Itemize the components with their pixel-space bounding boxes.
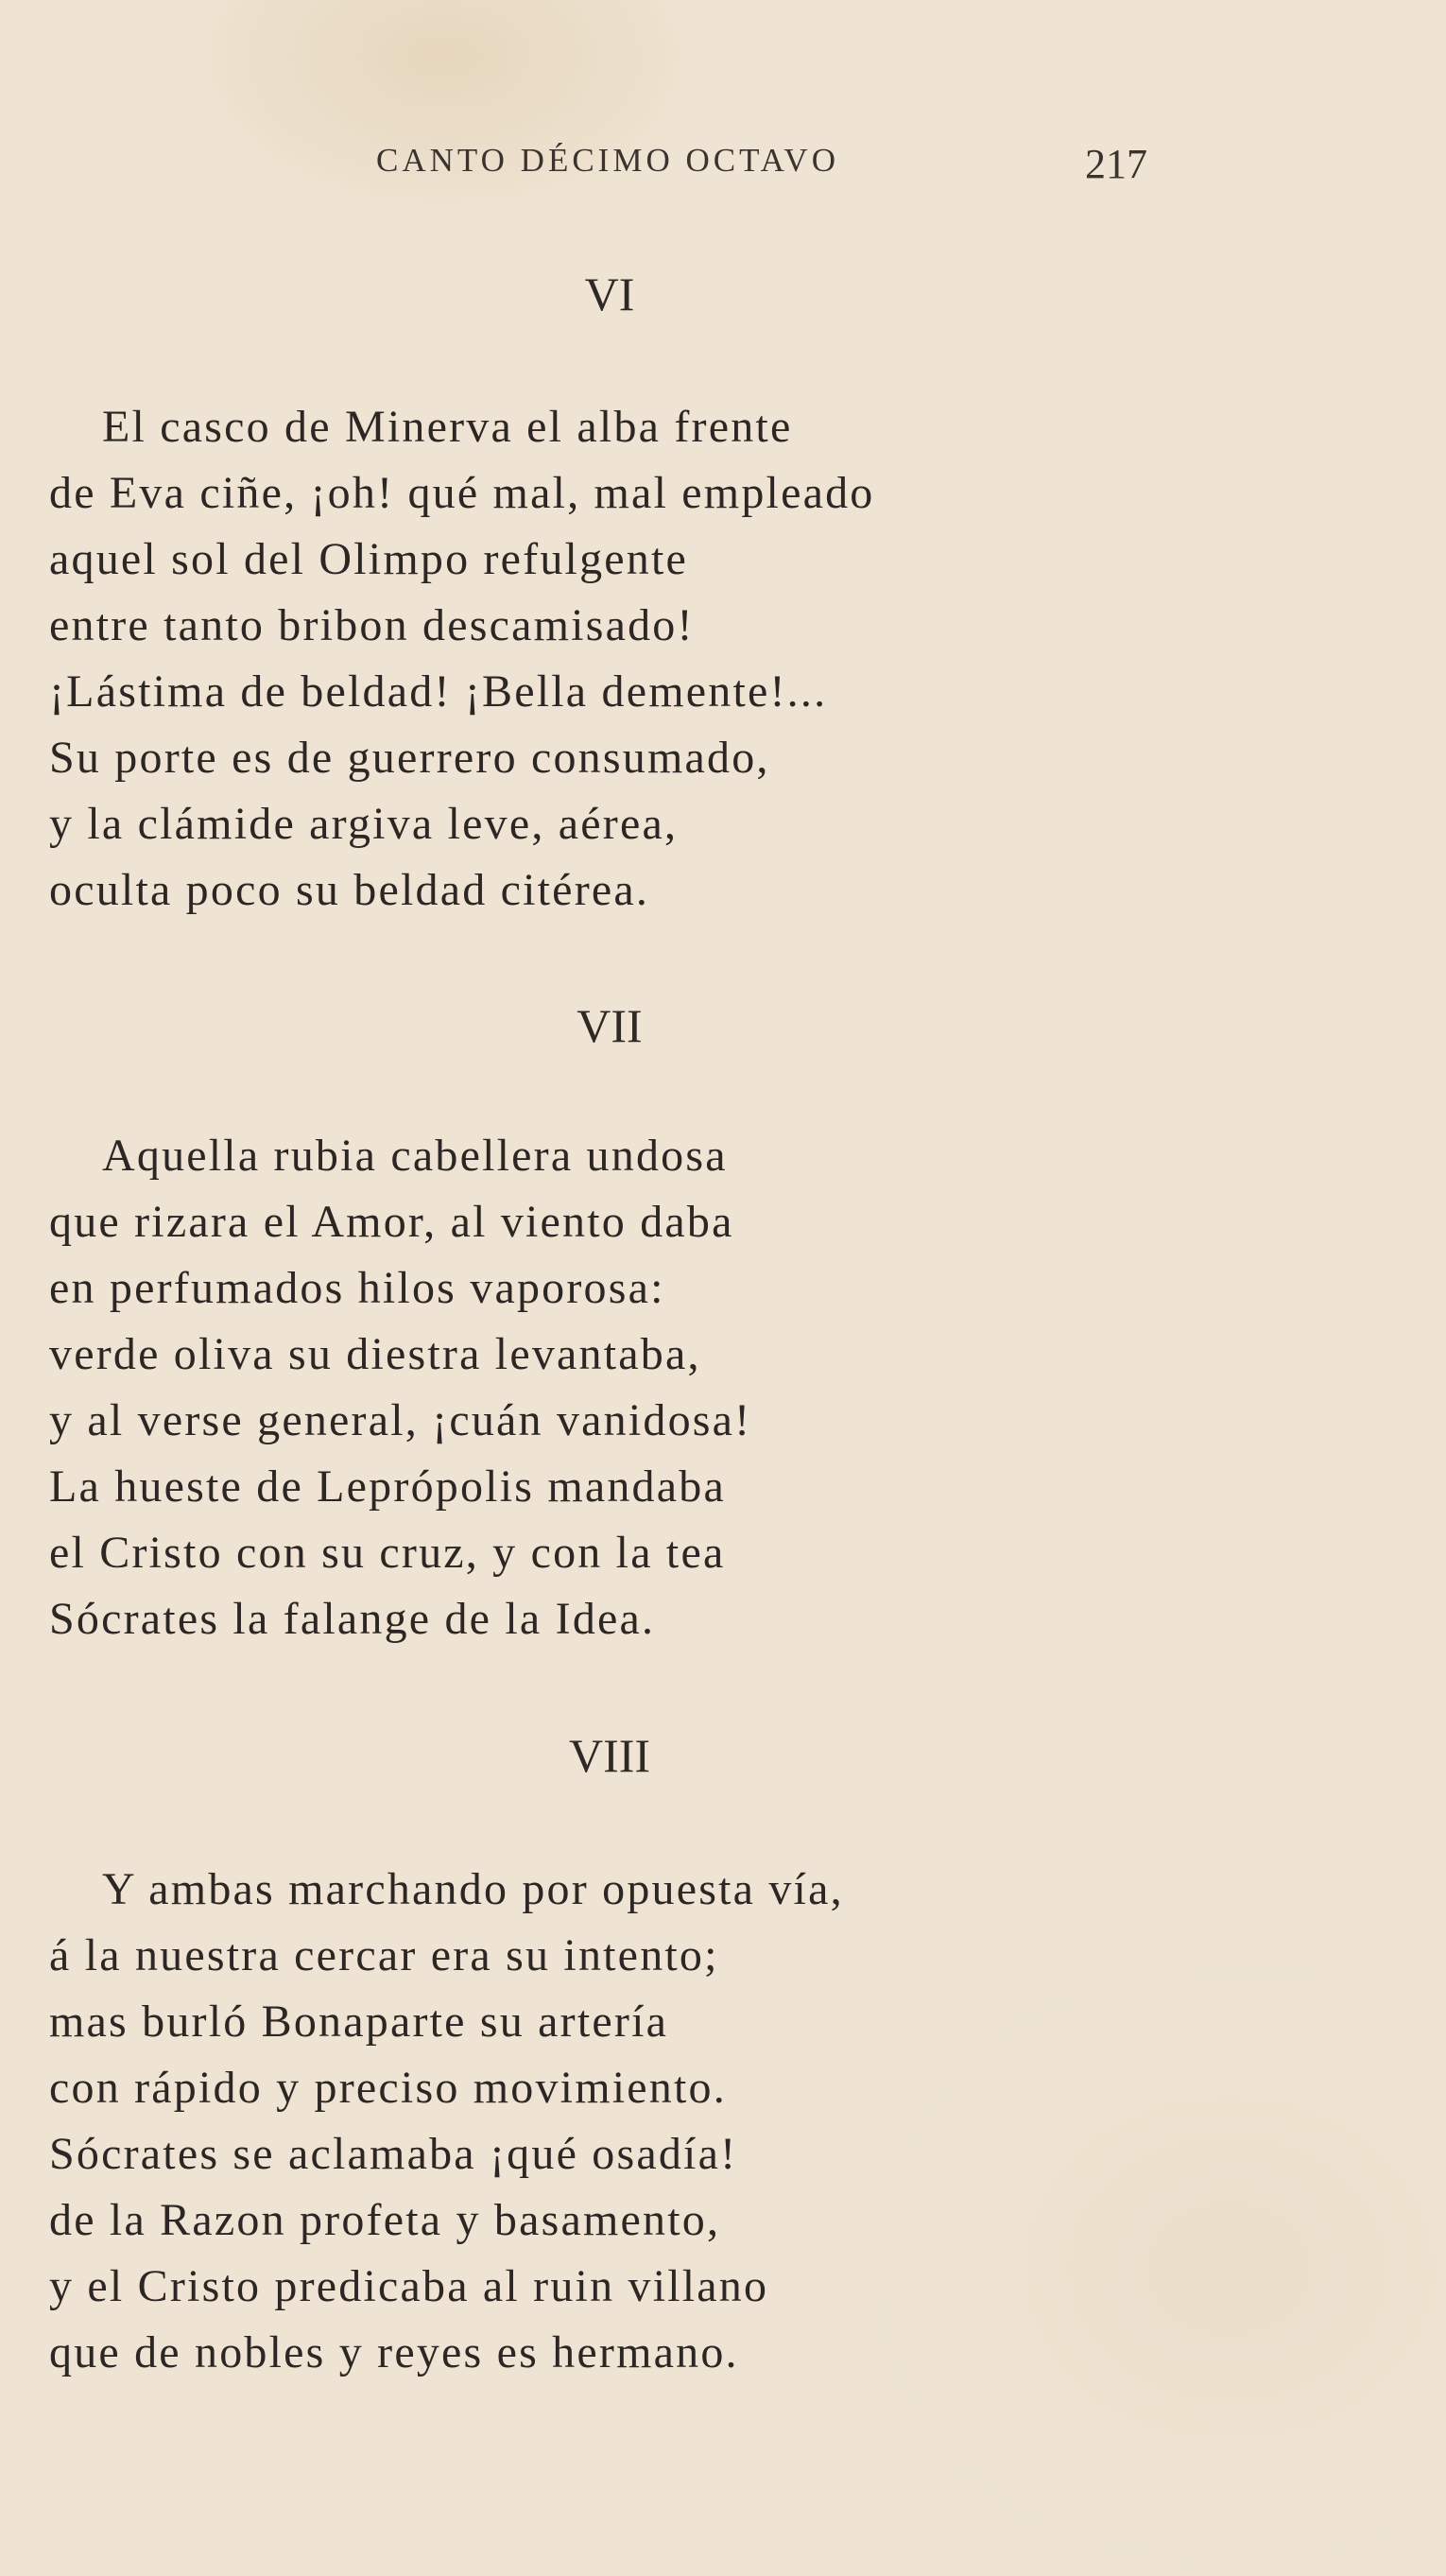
verse-line: Sócrates se aclamaba ¡qué osadía! — [49, 2129, 738, 2179]
stanza-vi — [49, 394, 994, 924]
verse-line: verde oliva su diestra levantaba, — [49, 1329, 701, 1379]
verse-line: en perfumados hilos vaporosa: — [49, 1263, 665, 1313]
verse-line: Y ambas marchando por opuesta vía, — [102, 1864, 844, 1914]
page-number: 217 — [1085, 141, 1147, 187]
verse-line: Su porte es de guerrero consumado, — [49, 733, 770, 783]
verse-line: que de nobles y reyes es hermano. — [49, 2327, 739, 2377]
verse-line: ¡Lástima de beldad! ¡Bella demente!... — [49, 666, 828, 717]
verse-line: á la nuestra cercar era su intento; — [49, 1930, 719, 1980]
verse-line: y al verse general, ¡cuán vanidosa! — [49, 1395, 752, 1445]
verse-line: que rizara el Amor, al viento daba — [49, 1197, 734, 1247]
verse-line: mas burló Bonaparte su artería — [49, 1997, 669, 2047]
stanza-number-viii: VIII — [568, 1729, 651, 1782]
stanza-viii — [49, 1857, 994, 2386]
verse-line: El casco de Minerva el alba frente — [102, 402, 793, 452]
verse-line: con rápido y preciso movimiento. — [49, 2063, 727, 2113]
verse-line: y el Cristo predicaba al ruin villano — [49, 2261, 769, 2311]
running-head: CANTO DÉCIMO OCTAVO — [376, 142, 839, 179]
verse-line: La hueste de Leprópolis mandaba — [49, 1461, 726, 1512]
verse-line: y la clámide argiva leve, aérea, — [49, 799, 679, 849]
verse-line: de la Razon profeta y basamento, — [49, 2195, 721, 2245]
verse-line: de Eva ciñe, ¡oh! qué mal, mal empleado — [49, 468, 875, 518]
stanza-number-vii: VII — [577, 999, 643, 1052]
verse-line: Sócrates la falange de la Idea. — [49, 1594, 656, 1644]
verse-line: Aquella rubia cabellera undosa — [102, 1131, 728, 1181]
stanza-vii — [49, 1123, 994, 1652]
verse-line: el Cristo con su cruz, y con la tea — [49, 1528, 726, 1578]
verse-line: entre tanto bribon descamisado! — [49, 600, 695, 650]
verse-line: aquel sol del Olimpo refulgente — [49, 534, 689, 584]
verse-line: oculta poco su beldad citérea. — [49, 865, 650, 915]
stanza-number-vi: VI — [584, 268, 635, 320]
